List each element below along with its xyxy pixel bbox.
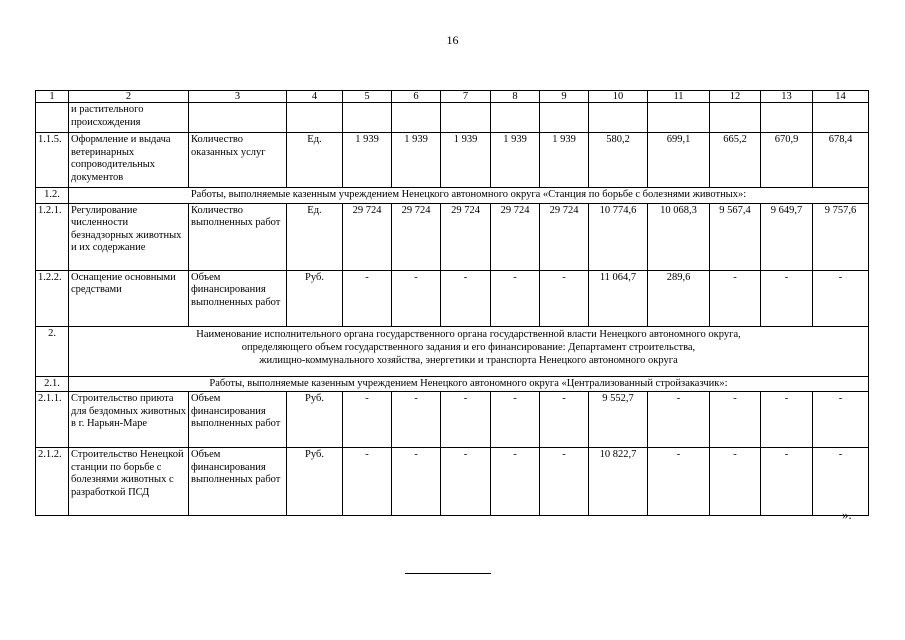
table-row [36, 270, 869, 326]
section-number-cell: 2.1. [36, 376, 69, 392]
work-name-cell: Оснащение основными средствами [69, 270, 189, 326]
column-number-header: 11 [648, 91, 710, 103]
amount-cell: 580,2 [589, 133, 648, 188]
amount-cell [813, 103, 869, 133]
amount-cell: - [761, 270, 813, 326]
indicator-cell: Объем финансирования выполненных работ [189, 448, 287, 516]
volume-cell: - [540, 270, 589, 326]
row-number-cell: 1.2.1. [36, 203, 69, 270]
row-number-cell: 2.1.2. [36, 448, 69, 516]
volume-cell: 1 939 [343, 133, 392, 188]
volume-cell: 29 724 [491, 203, 540, 270]
unit-cell: Ед. [287, 133, 343, 188]
volume-cell: 1 939 [491, 133, 540, 188]
amount-cell: - [710, 270, 761, 326]
column-number-header: 9 [540, 91, 589, 103]
amount-cell: 678,4 [813, 133, 869, 188]
column-number-header: 14 [813, 91, 869, 103]
amount-cell: - [710, 392, 761, 448]
volume-cell: - [441, 392, 491, 448]
volume-cell: 29 724 [540, 203, 589, 270]
amount-cell: - [761, 392, 813, 448]
amount-cell: 670,9 [761, 133, 813, 188]
amount-cell: - [813, 392, 869, 448]
column-number-header: 7 [441, 91, 491, 103]
amount-cell [761, 103, 813, 133]
table-header-row [36, 91, 869, 103]
volume-cell: - [441, 270, 491, 326]
volume-cell: 29 724 [392, 203, 441, 270]
volume-cell: - [491, 448, 540, 516]
closing-quote: ». [842, 507, 852, 522]
amount-cell: 10 822,7 [589, 448, 648, 516]
amount-cell: - [813, 270, 869, 326]
amount-cell [648, 103, 710, 133]
unit-cell: Ед. [287, 203, 343, 270]
volume-cell [441, 103, 491, 133]
indicator-cell: Объем финансирования выполненных работ [189, 270, 287, 326]
column-number-header: 6 [392, 91, 441, 103]
amount-cell: 699,1 [648, 133, 710, 188]
amount-cell: 665,2 [710, 133, 761, 188]
indicator-cell: Объем финансирования выполненных работ [189, 392, 287, 448]
amount-cell: - [813, 448, 869, 516]
row-number-cell: 1.2.2. [36, 270, 69, 326]
table-row [36, 448, 869, 516]
volume-cell: - [441, 448, 491, 516]
table-row [36, 203, 869, 270]
row-number-cell: 1.1.5. [36, 133, 69, 188]
unit-cell: Руб. [287, 448, 343, 516]
work-name-cell: Оформление и выдача ветеринарных сопроводительных документов [69, 133, 189, 188]
volume-cell: - [392, 270, 441, 326]
table-row [36, 392, 869, 448]
volume-cell [392, 103, 441, 133]
amount-cell: 9 757,6 [813, 203, 869, 270]
column-number-header: 2 [69, 91, 189, 103]
work-name-cell: и растительного происхождения [69, 103, 189, 133]
volume-cell: - [343, 392, 392, 448]
amount-cell [589, 103, 648, 133]
section-title-line: определяющего объем государственного задания и его финансирование: Департамент строительства, [241, 341, 696, 353]
indicator-cell: Количество оказанных услуг [189, 133, 287, 188]
volume-cell: 29 724 [343, 203, 392, 270]
section-title-cell [69, 326, 869, 376]
section-title-line: Наименование исполнительного органа государственного органа государственной власти Ненецкого автономного округа, [196, 328, 741, 340]
column-number-header: 1 [36, 91, 69, 103]
amount-cell: - [648, 392, 710, 448]
work-name-cell: Регулирование численности безнадзорных животных и их содержание [69, 203, 189, 270]
unit-cell: Руб. [287, 392, 343, 448]
unit-cell [287, 103, 343, 133]
amount-cell: 11 064,7 [589, 270, 648, 326]
column-number-header: 4 [287, 91, 343, 103]
volume-cell [491, 103, 540, 133]
section-title-cell: Работы, выполняемые казенным учреждением Ненецкого автономного округа «Централизованный стройзаказчик»: [69, 376, 869, 392]
amount-cell [710, 103, 761, 133]
amount-cell: 9 552,7 [589, 392, 648, 448]
table-row [36, 133, 869, 188]
volume-cell: - [540, 448, 589, 516]
amount-cell: - [710, 448, 761, 516]
work-name-cell: Строительство приюта для бездомных животных в г. Нарьян-Маре [69, 392, 189, 448]
volume-cell: 29 724 [441, 203, 491, 270]
column-number-header: 5 [343, 91, 392, 103]
amount-cell: 10 774,6 [589, 203, 648, 270]
column-number-header: 8 [491, 91, 540, 103]
section-title-cell: Работы, выполняемые казенным учреждением Ненецкого автономного округа «Станция по борьбе с болезнями животных»: [69, 188, 869, 204]
section-row [36, 326, 869, 376]
amount-cell: 10 068,3 [648, 203, 710, 270]
column-number-header: 12 [710, 91, 761, 103]
amount-cell: 9 649,7 [761, 203, 813, 270]
row-number-cell [36, 103, 69, 133]
amount-cell: - [648, 448, 710, 516]
page-number: 16 [446, 33, 459, 47]
unit-cell: Руб. [287, 270, 343, 326]
section-row [36, 188, 869, 204]
table-row [36, 103, 869, 133]
volume-cell: - [392, 448, 441, 516]
column-number-header: 3 [189, 91, 287, 103]
indicator-cell: Количество выполненных работ [189, 203, 287, 270]
amount-cell: 289,6 [648, 270, 710, 326]
volume-cell [343, 103, 392, 133]
volume-cell: 1 939 [441, 133, 491, 188]
volume-cell [540, 103, 589, 133]
footer-rule [405, 573, 491, 574]
volume-cell: - [540, 392, 589, 448]
volume-cell: 1 939 [540, 133, 589, 188]
volume-cell: 1 939 [392, 133, 441, 188]
column-number-header: 13 [761, 91, 813, 103]
volume-cell: - [343, 448, 392, 516]
volume-cell: - [392, 392, 441, 448]
section-row [36, 376, 869, 392]
column-number-header: 10 [589, 91, 648, 103]
section-number-cell: 1.2. [36, 188, 69, 204]
indicator-cell [189, 103, 287, 133]
row-number-cell: 2.1.1. [36, 392, 69, 448]
work-name-cell: Строительство Ненецкой станции по борьбе с болезнями животных с разработкой ПСД [69, 448, 189, 516]
volume-cell: - [343, 270, 392, 326]
volume-cell: - [491, 270, 540, 326]
section-title-line: жилищно-коммунального хозяйства, энергетики и транспорта Ненецкого автономного округа [259, 354, 678, 366]
amount-cell: 9 567,4 [710, 203, 761, 270]
amount-cell: - [761, 448, 813, 516]
data-table [35, 90, 869, 516]
volume-cell: - [491, 392, 540, 448]
section-number-cell: 2. [36, 326, 69, 376]
